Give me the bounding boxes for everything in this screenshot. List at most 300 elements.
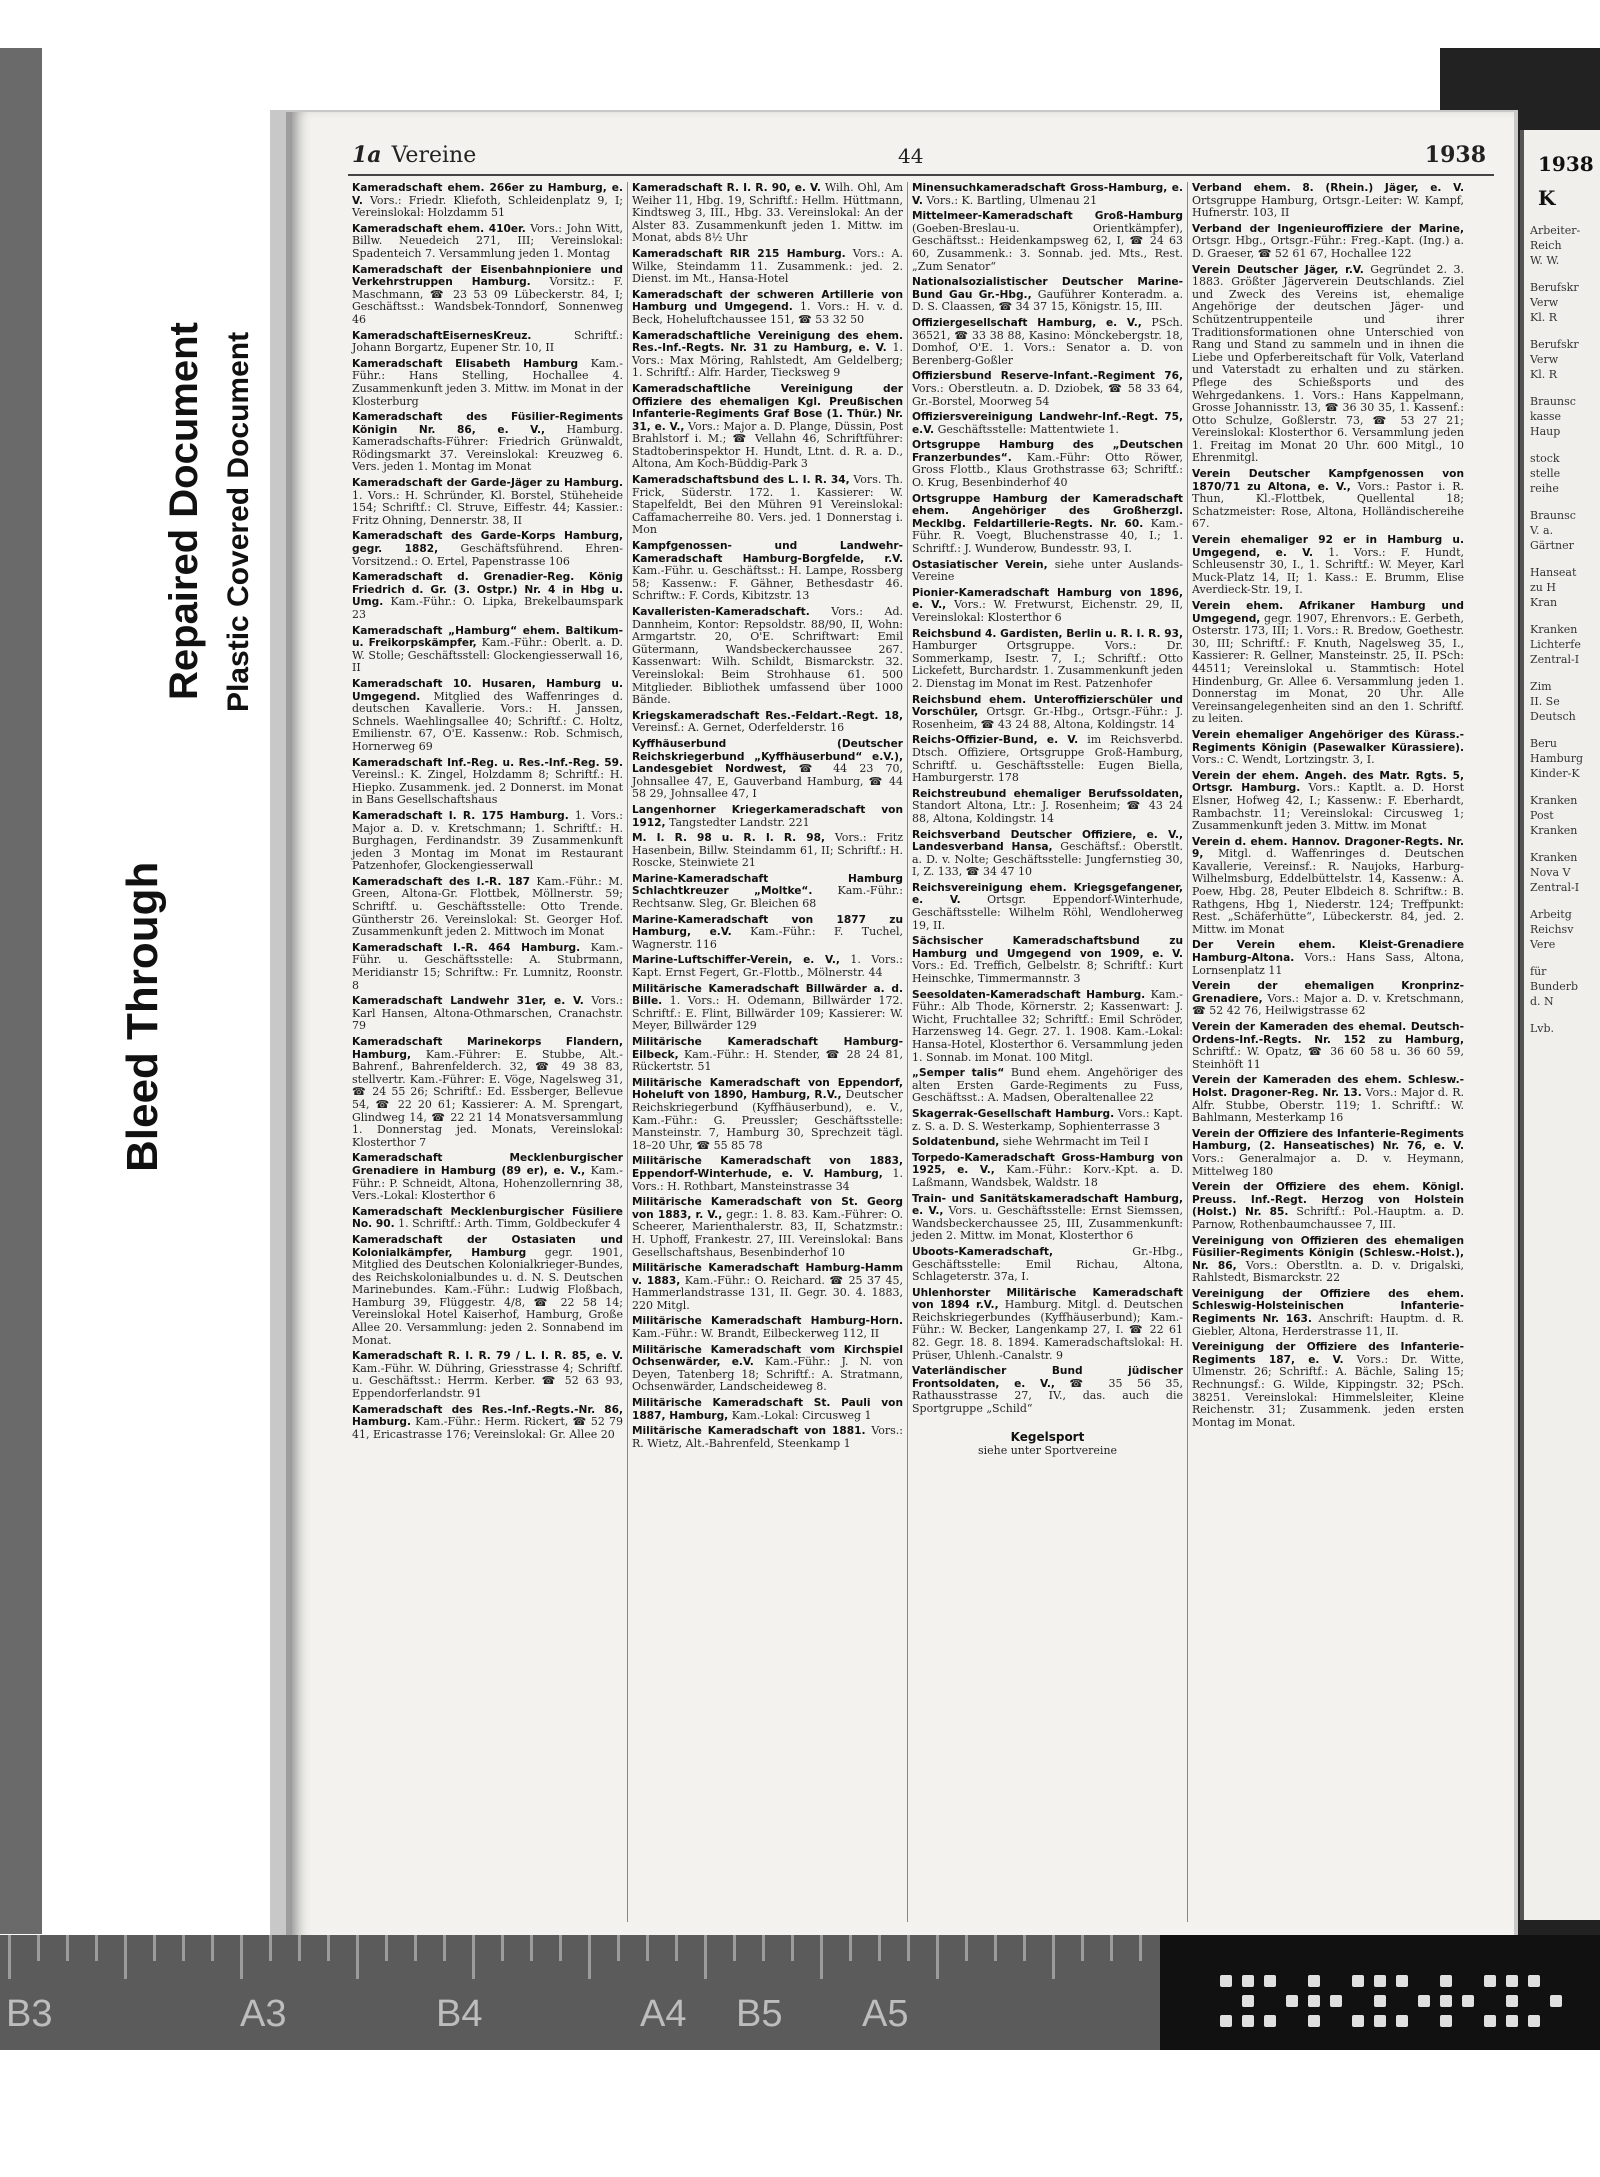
- directory-entry: [352, 678, 623, 754]
- adjacent-page: [1520, 130, 1600, 1920]
- directory-entry: [912, 734, 1183, 784]
- entry-title: Kameradschaft der Ostasiaten und Kolonialkämpfer, Hamburg: [352, 1233, 623, 1259]
- ruler-tick: [269, 1935, 272, 1961]
- directory-entry: [352, 477, 623, 527]
- entry-details: Kam.-Führ.: Hans Stelling, Hochallee 4. Zusammenkunft jeden 3. Mittw. im Monat in der Klosterburg: [352, 356, 623, 408]
- ruler-tick: [820, 1935, 823, 1979]
- entry-title: M. I. R. 98 u. R. I. R. 98,: [632, 832, 826, 845]
- directory-entry: [632, 248, 903, 286]
- ruler-tick: [849, 1935, 852, 1961]
- directory-entry: [1192, 1074, 1464, 1124]
- ruler-tick: [588, 1935, 591, 1979]
- entry-details: Schriftf.: Johann Borgartz, Eupener Str. 10, II: [352, 328, 623, 355]
- entry-details: Ortsgr. Gr.-Hbg., Ortsgr.-Führ.: J. Rosenheim, ☎ 43 24 88, Altona, Koldingstr. 14: [912, 705, 1183, 731]
- ruler-tick: [1139, 1935, 1142, 1961]
- directory-entry: [912, 493, 1183, 556]
- directory-entry: [632, 954, 903, 979]
- directory-entry: [352, 757, 623, 807]
- entry-title: Kameradschaftliche Vereinigung des ehem. Res.-Inf.-Regts. Nr. 31 zu Hamburg, e. V.: [632, 329, 903, 355]
- entry-title: Kameradschaft d. Grenadier-Reg. König Friedrich d. Gr. (3. Ostpr.) Nr. 4 in Hbg u. Umg.: [352, 571, 623, 609]
- entry-details: Gegründet 2. 3. 1883. Größter Jägerverein Deutschlands. Ziel und Zweck des Vereins ist, ehemalige Angehörige der deutschen Jäger- und Schützentruppenteile und ihrer Traditionsformationen ohne Unterschied von Rang und Stand zu sammeln und in ihnen die Liebe und Opferbereitschaft für Volk, Vaterland und Vaterstadt zu erhalten und zu stärken. Pflege des Schießsports und des Wehrgedankens. 1. Vors.: Hans Kappelmann, Grosse Johannisstr. 13, ☎ 36 30 35, 1. Kassenf.: Otto Schulze, Goßlerstr. 73, ☎ 53 27 21; Vereinslokal: Klosterthor 6. Versammlung jeden 1. Freitag im Monat 20 Uhr. 600 Mitgl., 10 Ehrenmitgl.: [1192, 262, 1464, 465]
- entry-details: Vors.: Major d. R. Alfr. Stubbe, Oberstr. 119; 1. Schriftf.: W. Bahlmann, Mesterkamp 16: [1192, 1085, 1464, 1125]
- adjacent-page-line: Lichterfe: [1530, 638, 1581, 651]
- entry-title: Ortsgruppe Hamburg des „Deutschen Franzerbundes“.: [912, 439, 1183, 464]
- entry-details: 1. Vors.: Kapt. Ernst Fegert, Gr.-Flottb., Mölnerstr. 44: [632, 953, 904, 980]
- entry-title: Kameradschaft der Eisenbahnpioniere und Verkehrstruppen Hamburg.: [352, 263, 623, 289]
- entry-details: Vors.: W. Fretwurst, Eichenstr. 29, II, Vereinslokal: Klosterthor 6: [912, 598, 1184, 624]
- target-dot: [1506, 2015, 1518, 2027]
- directory-entry: [912, 559, 1183, 584]
- entry-title: Kameradschaft Elisabeth Hamburg: [352, 357, 579, 370]
- entry-title: Verband der Ingenieuroffiziere der Marine,: [1192, 222, 1464, 235]
- directory-entry: [352, 1206, 623, 1231]
- entry-title: Kameradschaft des Garde-Korps Hamburg, gegr. 1882,: [352, 530, 623, 556]
- entry-details: Kam.-Führ.: H. Stender, ☎ 28 24 81, Rückertstr. 51: [632, 1047, 903, 1074]
- target-dot: [1528, 2015, 1540, 2027]
- entry-title: Reichs-Offizier-Bund, e. V.: [912, 734, 1079, 747]
- adjacent-page-line: für: [1530, 965, 1547, 978]
- side-label-bleed: Bleed Through: [118, 861, 167, 1172]
- entry-title: Verein ehem. Afrikaner Hamburg und Umgegend,: [1192, 600, 1464, 625]
- columns: [348, 182, 1488, 1922]
- directory-entry: [632, 1196, 903, 1259]
- entry-details: 1. Vors.: H. Schründer, Kl. Borstel, Stüheheide 154; Schriftf.: Cl. Struve, Eiffestr. 44; Kassier.: Fritz Ohning, Dennerstr. 38, II: [352, 488, 623, 527]
- directory-entry: [352, 1350, 623, 1400]
- ruler-tick: [298, 1935, 301, 1961]
- adjacent-page-line: Berufskr: [1530, 338, 1579, 351]
- entry-title: Kameradschaft Marinekorps Flandern, Hamburg,: [352, 1036, 623, 1061]
- entry-title: Kameradschaft des Res.-Inf.-Regts.-Nr. 86, Hamburg.: [352, 1403, 623, 1429]
- entry-details: Kam.-Führ.: Rechtsanw. Sleg, Gr. Bleichen 68: [632, 884, 903, 911]
- target-dot: [1440, 1995, 1452, 2007]
- directory-entry: [352, 411, 623, 474]
- entry-details: 1. Vors.: H. Odemann, Billwärder 172. Schriftf.: E. Flint, Billwärder 109; Kassierer: W. Meyer, Billwärder 129: [632, 994, 903, 1033]
- entry-title: Marine-Kameradschaft Hamburg Schlachtkreuzer „Moltke“.: [632, 872, 903, 898]
- ruler-tick: [617, 1935, 620, 1961]
- entry-details: Vors.: A. Wilke, Steindamm 11. Zusammenk.: jed. 2. Dienst. im Mt., Hansa-Hotel: [632, 246, 903, 286]
- directory-entry: [352, 182, 623, 220]
- target-dot: [1506, 1975, 1518, 1987]
- directory-entry: [632, 1344, 903, 1394]
- entry-details: Vors.: Hans Sass, Altona, Lornsenplatz 11: [1192, 951, 1464, 977]
- adjacent-page-year: 1938: [1538, 152, 1594, 176]
- entry-title: „Semper talis“: [912, 1067, 1005, 1080]
- adjacent-page-line: Zentral-I: [1530, 653, 1580, 666]
- target-dot: [1352, 2015, 1364, 2027]
- ruler-tick: [1023, 1935, 1026, 1961]
- entry-details: Kam.-Führ.: P. Schneidt, Altona, Hohenzollernring 38, Vers.-Lokal: Klosterthor 6: [352, 1163, 623, 1203]
- entry-details: Kam.-Führ.: Alb Thode, Körnerstr. 2; Kassenwart: J. Wicht, Fruchtallee 32; Schriftf.: Emil Schröder, Harzensweg 14. Gegr. 27. 1. 1908. Kam.-Lokal: Hansa-Hotel, Klosterthor 6. Versammlung jeden 1. Sonnab. im Monat. 100 Mitgl.: [912, 987, 1183, 1064]
- entry-details: Geschäftsf.: Oberstlt. a. D. v. Nolte; Geschäftsstelle: Jungfernstieg 30, I, Z. 133, ☎ 34 47 10: [912, 840, 1183, 879]
- header-rule: [348, 174, 1494, 176]
- entry-details: Vors.: R. Wietz, Alt.-Bahrenfeld, Steenkamp 1: [632, 1424, 903, 1450]
- target-dot: [1396, 1975, 1408, 1987]
- section-title: Vereine: [391, 143, 477, 168]
- adjacent-page-line: Kranken: [1530, 623, 1578, 636]
- directory-entry: [632, 1155, 903, 1193]
- entry-title: Kameradschaft I.-R. 464 Hamburg.: [352, 941, 581, 954]
- entry-details: Vors.: C. Wendt, Lortzingstr. 3, I.: [1192, 753, 1375, 767]
- entry-title: Militärische Kameradschaft von 1883, Eppendorf-Winterhude, e. V. Hamburg,: [632, 1155, 903, 1180]
- ruler-tick: [994, 1935, 997, 1961]
- entry-title: Kameradschaftliche Vereinigung der Offiziere des ehemaligen Kgl. Preußischen Infanterie-Regiments Graf Bose (1. Thür.) Nr. 31, e. V.,: [632, 382, 903, 433]
- target-dot: [1528, 1975, 1540, 1987]
- adjacent-page-line: Arbeiter-: [1530, 224, 1581, 237]
- ruler-tick: [66, 1935, 69, 1961]
- ruler-tick: [182, 1935, 185, 1961]
- ruler-tick: [240, 1935, 243, 1979]
- entry-title: Verein der ehem. Angeh. des Matr. Rgts. 5, Ortsgr. Hamburg.: [1192, 769, 1464, 795]
- entry-details: Kam.-Führ.: Herm. Rickert, ☎ 52 79 41, Ericastrasse 176; Vereinslokal: Gr. Allee 20: [352, 1415, 623, 1441]
- entry-title: Kameradschaft des Füsilier-Regiments Königin Nr. 86, e. V.,: [352, 411, 623, 436]
- ruler-label: B5: [736, 1993, 783, 2035]
- column-4: [1188, 182, 1468, 1922]
- directory-entry: [912, 628, 1183, 691]
- directory-entry: [632, 474, 903, 537]
- entry-title: Kameradschaft „Hamburg“ ehem. Baltikum- u. Freikorpskämpfer,: [352, 624, 623, 650]
- entry-details: Vors.: Kaptlt. a. D. Horst Elsner, Hofweg 42, I.; Kassenw.: F. Eberhardt, Rambachstr. 11; Vereinslokal: Circusweg 1; Zusammenkunft jeden 3. Mittw. im Monat: [1192, 781, 1464, 833]
- column-2: [628, 182, 908, 1922]
- entry-details: Geschäftsführend. Ehren-Vorsitzend.: O. Ertel, Papenstrasse 106: [352, 542, 623, 568]
- entry-details: Deutscher Reichskriegerbund (Kyffhäuserbund), e. V., Kam.-Führ.: G. Preussler; Geschäftsstelle: Mansteinstr. 7, Hamburg 30, Sprechzeit tägl. 18–20 Uhr, ☎ 55 85 78: [632, 1088, 903, 1152]
- entry-details: Ortsgruppe Hamburg, Ortsgr.-Leiter: W. Kampf, Hufnerstr. 103, II: [1192, 193, 1464, 220]
- directory-entry: [352, 330, 623, 355]
- adjacent-page-line: reihe: [1530, 482, 1559, 495]
- ruler-tick: [443, 1935, 446, 1961]
- adjacent-page-line: Kl. R: [1530, 311, 1558, 324]
- directory-entry: [1192, 600, 1464, 726]
- directory-entry: [352, 1234, 623, 1347]
- directory-entry: [912, 1365, 1183, 1415]
- directory-entry: [1192, 1235, 1464, 1285]
- target-dot: [1396, 2015, 1408, 2027]
- ruler-tick: [8, 1935, 11, 1979]
- ruler-tick: [327, 1935, 330, 1961]
- target-dot: [1462, 1995, 1474, 2007]
- ruler-tick: [95, 1935, 98, 1961]
- entry-title: Militärische Kameradschaft Hamburg-Eilbeck,: [632, 1036, 903, 1061]
- directory-entry: [1192, 468, 1464, 531]
- entry-title: Verein der Offiziere des ehem. Königl. Preuss. Inf.-Regt. Herzog von Holstein (Holst.) Nr. 85.: [1192, 1181, 1464, 1219]
- target-dot: [1374, 1975, 1386, 1987]
- target-dot: [1308, 1975, 1320, 1987]
- entry-title: Nationalsozialistischer Deutscher Marine-Bund Gau Gr.-Hbg.,: [912, 276, 1183, 301]
- entry-title: Kameradschaftsbund des L. I. R. 34,: [632, 474, 850, 487]
- adjacent-page-line: Braunsc: [1530, 509, 1576, 522]
- entry-details: Vors.: Ad. Dannheim, Kontor: Repsoldstr. 88/90, II, Wohn: Armgartstr. 20, O'E. Schriftwart: Emil Gütermann, Wandsbeckerchaussee 267. Kassenwart: Wilh. Schildt, Bismarckstr. 32. Vereinslokal: Beim Strohhause 61. 500 Mitglieder. Bibliothek umfassend über 1000 Bände.: [632, 605, 903, 707]
- entry-title: Mittelmeer-Kameradschaft Groß-Hamburg: [912, 210, 1183, 223]
- entry-title: Kameradschaft der schweren Artillerie von Hamburg und Umgegend.: [632, 288, 903, 314]
- entry-title: Verein der Kameraden des ehemal. Deutsch-Ordens-Inf.-Regts. Nr. 152 zu Hamburg,: [1192, 1021, 1464, 1046]
- entry-title: Militärische Kameradschaft vom Kirchspiel Ochsenwärder, e.V.: [632, 1343, 903, 1369]
- target-dot: [1484, 1975, 1496, 1987]
- directory-entry: [912, 1108, 1183, 1133]
- entry-details: PSch. 36521, ☎ 33 38 88, Kasino: Mönckebergstr. 18, Domhof, O'E. 1. Vors.: Senator a. D. von Berenberg-Goßler: [912, 315, 1183, 367]
- entry-details: Kam.-Führ: Otto Röwer, Gross Flottb., Klaus Grothstrasse 63; Schriftf.: O. Krug, Besenbinderhof 40: [912, 450, 1183, 490]
- entry-details: Vors.: Major a. D. Plange, Düssin, Post Brahlstorf i. M.; ☎ Vellahn 46, Schriftführer: Stadtoberinspektor H. Hundt, Ltnt. d. R. a. D., Altona, Am Koch-Büddig-Park 3: [632, 419, 903, 471]
- entry-title: Militärische Kameradschaft von 1881.: [632, 1425, 866, 1438]
- entry-title: Ortsgruppe Hamburg der Kameradschaft ehem. Angehöriger des Großherzgl. Mecklbg. Feldartillerie-Regts. Nr. 60.: [912, 492, 1183, 530]
- directory-entry: [912, 694, 1183, 732]
- directory-entry: [912, 829, 1183, 879]
- side-label-repaired: Repaired Document: [162, 322, 206, 700]
- entry-details: Kam.-Führ.: Oberlt. a. D. W. Stolle; Geschäftsstell: Glockengiesserwall 16, II: [352, 636, 623, 675]
- footer-note: siehe unter Sportvereine: [977, 1443, 1118, 1457]
- directory-entry: [352, 942, 623, 992]
- entry-details: Hamburg. Mitgl. d. Deutschen Reichskriegerbundes (Kyffhäuserbund); Kam.-Führ.: W. Becker, Langenkamp 27, I. ☎ 22 61 82. Gegr. 18. 8. 1894. Kameradschaftslokal: H. Prüser, Uhlenh.-Canalstr. 9: [912, 1298, 1183, 1362]
- directory-entry: [912, 587, 1183, 625]
- entry-details: Vors.: Oberstleutn. a. D. Dziobek, ☎ 58 33 64, Gr.-Borstel, Moorweg 54: [912, 381, 1183, 408]
- entry-title: Militärische Kameradschaft Hamburg-Horn.: [632, 1315, 903, 1328]
- ruler-tick: [356, 1935, 359, 1979]
- directory-entry: [912, 989, 1183, 1065]
- target-dot: [1330, 1995, 1342, 2007]
- directory-entry: [1192, 939, 1464, 977]
- directory-entry: [352, 571, 623, 621]
- entry-details: Vors.: Dr. Witte, Ulmenstr. 26; Schriftf.: A. Bächle, Saling 15; Rechnungsf.: G. Wilde, Kippingstr. 32; PSch. 38251. Vereinslokal: Himmelsleiter, Kleine Reichenstr. 31; Zusammenk. jeden ersten Montag im Monat.: [1192, 1352, 1464, 1429]
- entry-details: Kam.-Führ.: O. Lipka, Brekelbaumspark 23: [352, 595, 623, 621]
- ruler-tick: [124, 1935, 127, 1979]
- entry-title: Militärische Kameradschaft Hamburg-Hamm v. 1883,: [632, 1262, 903, 1287]
- directory-entry: [632, 873, 903, 911]
- directory-entry: [1192, 264, 1464, 466]
- ruler-tick: [1110, 1935, 1113, 1961]
- entry-details: Vors.: Kapt. z. S. a. D. S. Westerkamp, Sophienterrasse 3: [912, 1106, 1184, 1133]
- entry-title: Kameradschaft des I.-R. 187: [352, 875, 531, 888]
- adjacent-page-line: Reichsv: [1530, 923, 1574, 936]
- adjacent-page-line: stelle: [1530, 467, 1561, 480]
- target-dot: [1374, 2015, 1386, 2027]
- entry-details: Anschrift: Hauptm. d. R. Giebler, Altona, Herderstrasse 11, II.: [1192, 1312, 1464, 1338]
- entry-details: Kam.-Führer: E. Stubbe, Alt.-Bahrenf., Bahrenfelderch. 32, ☎ 49 38 83, stellvertr. Kam.-Führer: E. Vöge, Nagelsweg 31, ☎ 24 55 26; Schriftf.: Ed. Essberger, Bellevue 54, ☎ 22 20 61; Kassierer: A. M. Sprengart, Glindweg 14, ☎ 22 21 14 Monatsversammlung 1. Donnerstag jed. Monats, Vereinslokal: Klosterthor 7: [352, 1047, 623, 1149]
- target-dot: [1220, 2015, 1232, 2027]
- adjacent-page-line: kasse: [1530, 410, 1562, 423]
- ruler-tick: [211, 1935, 214, 1961]
- directory-entry: [912, 317, 1183, 367]
- entry-title: Soldatenbund,: [912, 1136, 1000, 1149]
- directory-entry: [1192, 729, 1464, 767]
- entry-details: Mitglied des Waffenringes d. deutschen Kavallerie. Vors.: H. Janssen, Schnels. Waehlingsallee 40; Schriftf.: C. Holtz, Emilienstr. 67, O'E. Kassenw.: Rob. Schmisch, Hornerweg 69: [352, 689, 623, 753]
- entry-title: Seesoldaten-Kameradschaft Hamburg.: [912, 988, 1146, 1001]
- entry-details: Vereinsl.: K. Zingel, Holzdamm 8; Schriftf.: H. Hiepko. Zusammenk. jed. 2 Donnerst. im Monat in Bans Gesellschaftshaus: [352, 768, 623, 807]
- entry-title: Verein der ehemaligen Kronprinz-Grenadiere,: [1192, 980, 1464, 1005]
- adjacent-page-line: Arbeitg: [1530, 908, 1572, 921]
- ruler-label: B3: [6, 1993, 53, 2035]
- entry-title: Uhlenhorster Militärische Kameradschaft von 1894 r.V.,: [912, 1286, 1183, 1312]
- entry-title: Kameradschaft 10. Husaren, Hamburg u. Umgegend.: [352, 677, 623, 703]
- entry-title: Kyffhäuserbund (Deutscher Reichskriegerbund „Kyffhäuserbund“ e.V.), Landesgebiet Nordwest,: [632, 737, 903, 776]
- adjacent-page-line: Post: [1530, 809, 1554, 822]
- entry-details: Vors.: Generalmajor a. D. v. Heymann, Mittelweg 180: [1192, 1151, 1464, 1178]
- directory-entry: [1192, 1181, 1464, 1231]
- directory-entry: [632, 289, 903, 327]
- entry-title: Kameradschaft der Garde-Jäger zu Hamburg.: [352, 477, 623, 490]
- adjacent-page-line: Beru: [1530, 737, 1557, 750]
- directory-entry: [632, 804, 903, 829]
- entry-title: Offiziersbund Reserve-Infant.-Regiment 76,: [912, 370, 1183, 383]
- column-3: [908, 182, 1188, 1922]
- target-dot: [1506, 1995, 1518, 2007]
- target-dot: [1484, 2015, 1496, 2027]
- page-header: [292, 142, 1514, 172]
- directory-entry: [912, 1287, 1183, 1363]
- entry-details: 1. Vors.: H. Rothbart, Mansteinstrasse 34: [632, 1166, 903, 1193]
- directory-entry: [632, 1036, 903, 1074]
- entry-details: 1. Vors.: Max Möring, Rahlstedt, Am Geldelberg; 1. Schriftf.: Alfr. Harder, Tiecksweg 9: [632, 341, 903, 380]
- entry-details: Ortsgr. Eppendorf-Winterhude, Geschäftsstelle: Wilhelm Röhl, Wendloherweg 19, II.: [912, 893, 1183, 932]
- adjacent-page-line: Kranken: [1530, 851, 1578, 864]
- entry-details: Kam.-Führ.: J. N. von Deyen, Tatenberg 18; Schriftf.: A. Stratmann, Ochsenwärder, Landscheideweg 8.: [632, 1355, 904, 1394]
- directory-entry: [912, 439, 1183, 489]
- section-mark: 1a: [352, 142, 382, 168]
- entry-title: Der Verein ehem. Kleist-Grenadiere Hamburg-Altona.: [1192, 939, 1464, 965]
- entry-title: Vereinigung von Offizieren des ehemaligen Füsilier-Regiments Königin (Schlesw.-Holst.), Nr. 86,: [1192, 1234, 1464, 1272]
- entry-title: Kavalleristen-Kameradschaft.: [632, 606, 810, 618]
- entry-title: Kriegskameradschaft Res.-Feldart.-Regt. 18,: [632, 709, 903, 722]
- directory-entry: [1192, 1021, 1464, 1071]
- adjacent-page-line: d. N: [1530, 995, 1554, 1008]
- entry-title: Militärische Kameradschaft von Eppendorf, Hoheluft von 1890, Hamburg, R.V.,: [632, 1076, 903, 1102]
- ruler-tick: [646, 1935, 649, 1961]
- entry-title: Minensuchkameradschaft Gross-Hamburg, e. V.: [912, 182, 1183, 207]
- ruler-tick: [414, 1935, 417, 1961]
- side-label-plastic: Plastic Covered Document: [222, 331, 255, 712]
- directory-entry: [1192, 534, 1464, 597]
- entry-title: Marine-Luftschiffer-Verein, e. V.,: [632, 954, 840, 967]
- directory-entry: [352, 876, 623, 939]
- target-dot: [1242, 1975, 1254, 1987]
- target-dot: [1308, 2015, 1320, 2027]
- adjacent-page-line: Hamburg: [1530, 752, 1584, 765]
- directory-entry: [912, 1193, 1183, 1243]
- ruler-tick: [907, 1935, 910, 1961]
- entry-details: Mitgl. d. Waffenringes d. Deutschen Kavallerie, Vereinsf.: R. Naujoks, Harburg-Wilhelmsburg, Eddelbüttelstr. 14, Kassenw.: A. Poew, Hbg. 28, Peuter Elbdeich 8. Schriftw.: B. Rathgens, Hbg 1, Niederstr. 124; Treffpunkt: Rest. „Schäferhütte“, Lübeckerstr. 84, jed. 2. Mittw. im Monat: [1192, 847, 1464, 936]
- adjacent-page-line: Zentral-I: [1530, 881, 1580, 894]
- entry-title: Verein Deutscher Kampfgenossen von 1870/71 zu Altona, e. V.,: [1192, 468, 1464, 493]
- adjacent-page-line: Vere: [1530, 938, 1556, 951]
- directory-entry: [912, 411, 1183, 436]
- adjacent-page-line: Braunsc: [1530, 395, 1576, 408]
- target-dot: [1286, 1995, 1298, 2007]
- adjacent-page-line: Kranken: [1530, 794, 1578, 807]
- ruler-tick: [472, 1935, 475, 1979]
- entry-title: Kameradschaft Inf.-Reg. u. Res.-Inf.-Reg. 59.: [352, 756, 623, 769]
- entry-details: Schriftf.: Pol.-Hauptm. a. D. Parnow, Rothenbaumchaussee 7, III.: [1192, 1205, 1464, 1231]
- entry-details: Vors.: John Witt, Billw. Neuedeich 271, III; Vereinslokal: Spadenteich 7. Versammlung jeden 1. Montag: [352, 221, 623, 260]
- directory-entry: [1192, 1128, 1464, 1178]
- directory-entry: [912, 276, 1183, 314]
- adjacent-page-line: Lvb.: [1530, 1022, 1555, 1035]
- directory-entry: [632, 1262, 903, 1312]
- entry-title: Langenhorner Kriegerkameradschaft von 1912,: [632, 803, 903, 829]
- directory-entry: [1192, 182, 1464, 220]
- entry-details: Standort Altona, Ltr.: J. Rosenheim; ☎ 43 24 88, Altona, Koldingstr. 14: [912, 799, 1183, 825]
- directory-entry: [912, 182, 1183, 207]
- adjacent-page-letter: K: [1538, 186, 1556, 210]
- directory-entry: [352, 1036, 623, 1149]
- entry-title: Militärische Kameradschaft von St. Georg von 1883, r. V.,: [632, 1196, 903, 1221]
- adjacent-page-line: Verw: [1530, 353, 1559, 366]
- directory-entry: [632, 738, 903, 801]
- entry-details: Vors.: Major a. D. v. Kretschmann, ☎ 52 42 76, Heilwigstrasse 62: [1192, 991, 1464, 1018]
- entry-title: Verein ehemaliger Angehöriger des Kürass.-Regiments Königin (Pasewalker Kürassiere).: [1192, 728, 1464, 754]
- entry-details: Vors.: K. Bartling, Ulmenau 21: [922, 193, 1098, 207]
- entry-title: Reichsbund ehem. Unteroffizierschüler und Vorschüler,: [912, 693, 1183, 719]
- entry-title: Marine-Kameradschaft von 1877 zu Hamburg, e.V.: [632, 913, 903, 939]
- directory-entry: [352, 358, 623, 408]
- entry-title: Train- und Sanitätskameradschaft Hamburg, e. V.,: [912, 1192, 1183, 1218]
- entry-details: Hamburg. Kameradschafts-Führer: Friedrich Grünwaldt, Rödingsmarkt 37. Vereinslokal: Kreuzweg 6. Vers. jeden 1. Montag im Monat: [352, 422, 623, 474]
- entry-details: ☎ 44 23 70, Johnsallee 47, E, Gauverband Hamburg, ☎ 44 58 29, Johnsallee 47, I: [632, 762, 903, 801]
- entry-title: KameradschaftEisernesKreuz.: [352, 329, 532, 342]
- ruler-tick: [878, 1935, 881, 1961]
- ruler-tick: [675, 1935, 678, 1961]
- color-target-patch: [1160, 1935, 1600, 2050]
- entry-details: Wilh. Ohl, Am Weiher 11, Hbg. 19, Schriftf.: Hellm. Hüttmann, Kindtsweg 3, III., Hbg. 33. Vereinslokal: An der Alster 83. Zusammenkunft jeden 1. Mittw. im Monat, abds 8½ Uhr: [632, 182, 904, 245]
- header-year: 1938: [1424, 142, 1486, 168]
- directory-entry: [632, 710, 903, 735]
- target-dot: [1418, 1995, 1430, 2007]
- entry-details: Vors.: Ed. Treffich, Gelbelstr. 8; Schriftf.: Kurt Heinschke, Timmermannstr. 3: [912, 959, 1183, 986]
- entry-details: Vors. u. Geschäftsstelle: Ernst Siemssen, Wandsbeckerchaussee 25, III, Zusammenkunft: jeden 2. Mittw. im Monat, Klosterthor 6: [912, 1204, 1183, 1243]
- entry-details: gegr.: 1. 8. 83. Kam.-Führer: O. Scheerer, Marienthalerstr. 83, II, Schatzmstr.: H. Uphoff, Frankestr. 27, III. Vereinslokal: Bans Gesellschaftshaus, Besenbinderhof 10: [632, 1207, 903, 1259]
- entry-title: Kameradschaft ehem. 410er.: [352, 222, 526, 235]
- entry-details: Vors.: Pastor i. R. Thun, Kl.-Flottbek, Quellental 18; Schatzmeister: Rose, Altona, Holländischereihe 67.: [1192, 479, 1464, 531]
- entry-details: gegr. 1901, Mitglied des Deutschen Kolonialkrieger-Bundes, des Reichskolonialbundes u. d. N. S. Deutschen Marinebundes. Kam.-Führ.: Ludwig Floßbach, Hamburg 39, Flüggestr. 4/8, ☎ 22 58 14; Vereinslokal Hotel Kaiserhof, Hamburg, Große Allee 20. Versammlung: jeden 2. Sonnabend im Monat.: [352, 1245, 623, 1347]
- directory-page: [286, 112, 1514, 1950]
- entry-details: gegr. 1907, Ehrenvors.: E. Gerbeth, Osterstr. 173, III; 1. Vors.: R. Bredow, Goethestr. 30, III; Schriftf.: F. Knuth, Nagelsweg 35, I., Kassierer: R. Gellner, Mansteinstr. 25, II. PSch: 44511; Vereinslokal u. Stammtisch: Hotel Hindenburg, Gr. Allee 6. Versammlung jeden 1. Donnerstag im Monat, 20 Uhr. Alle Vereinsangelegenheiten sind an den 1. Schriftf. zu leiten.: [1192, 611, 1464, 726]
- directory-entry: [912, 210, 1183, 273]
- entry-details: Bund ehem. Angehöriger des alten Ersten Garde-Regiments zu Fuss, Geschäftsst.: A. Madsen, Oberaltenallee 22: [912, 1066, 1183, 1105]
- entry-title: Reichsverband Deutscher Offiziere, e. V., Landesverband Hansa,: [912, 828, 1183, 854]
- directory-entry: [632, 1397, 903, 1422]
- ruler-tick: [501, 1935, 504, 1961]
- entry-details: Vorsitz.: F. Maschmann, ☎ 23 53 09 Lübeckerstr. 84, I; Geschäftsst.: Wandsbek-Tonndorf, Sonnenweg 46: [352, 275, 624, 326]
- ruler-tick: [965, 1935, 968, 1961]
- page-number: 44: [898, 144, 924, 168]
- adjacent-page-line: Bunderb: [1530, 980, 1579, 993]
- entry-details: Kam.-Führ. R. Voegt, Bluchenstrasse 40, I.; 1. Schriftf.: J. Wunderow, Bundesstr. 93, I.: [912, 516, 1183, 556]
- adjacent-page-line: Deutsch: [1530, 710, 1576, 723]
- entry-details: Kam.-Führ.: O. Reichard. ☎ 25 37 45, Hammerlandstrasse 131, II. Gegr. 30. 4. 1883, 220 Mitgl.: [632, 1273, 904, 1312]
- adjacent-page-line: Reich: [1530, 239, 1562, 252]
- directory-entry: [632, 1425, 903, 1450]
- entry-title: Kameradschaft ehem. 266er zu Hamburg, e. V.: [352, 182, 623, 207]
- ruler-tick: [1052, 1935, 1055, 1979]
- entry-details: Kam.-Führ. u. Geschäftsstelle: A. Stubrmann, Meridianstr 15; Schriftw.: Fr. Lumnitz, Roonstr. 8: [352, 940, 624, 992]
- entry-details: (Goeben-Breslau-u. Orientkämpfer), Geschäftsst.: Heidenkampsweg 62, I, ☎ 24 63 60, Zusammenk.: 3. Sonnab. jed. Mts., Rest. „Zum Senator“: [912, 221, 1183, 273]
- entry-title: Vereinigung der Offiziere des ehem. Schleswig-Holsteinischen Infanterie-Regiments Nr. 163.: [1192, 1287, 1464, 1326]
- ruler-tick: [791, 1935, 794, 1961]
- directory-entry: [912, 370, 1183, 408]
- entry-title: Militärische Kameradschaft Billwärder a. d. Bille.: [632, 982, 903, 1008]
- scanner-bed-left: [0, 48, 42, 1934]
- entry-details: Geschäftsstelle: Mattentwiete 1.: [934, 422, 1119, 436]
- entry-details: Kam.-Führ.: M. Green, Altona-Gr. Flottbek, Möllnerstr. 59; Schriftf. u. Geschäftsstelle: Otto Trende. Güntherstr 26. Vereinslokal: St. Georger Hof. Zusammenkunft jeden 2. Mittwoch im Monat: [352, 874, 624, 939]
- directory-entry: [352, 264, 623, 327]
- directory-entry: [352, 1152, 623, 1202]
- entry-details: siehe Wehrmacht im Teil I: [999, 1135, 1149, 1149]
- adjacent-page-line: Kinder-K: [1530, 767, 1580, 780]
- directory-entry: [912, 882, 1183, 932]
- entry-details: ☎ 35 56 35, Rathausstrasse 27, IV., das. auch die Sportgruppe „Schild“: [912, 1376, 1183, 1416]
- entry-title: Sächsischer Kameradschaftsbund zu Hamburg und Umgegend von 1909, e. V.: [912, 935, 1183, 960]
- target-dot: [1550, 1995, 1562, 2007]
- target-dot: [1264, 2015, 1276, 2027]
- entry-details: Vors. Th. Frick, Süderstr. 172. 1. Kassierer: W. Stapelfeldt, Bei den Mühren 91 Vereinslokal: Caffamacherreihe 80. Vers. jed. 1 Donnerstag i. Mon: [632, 473, 903, 537]
- directory-entry: [632, 383, 903, 471]
- entry-title: Kameradschaft R. I. R. 79 / L. I. R. 85, e. V.: [352, 1350, 623, 1363]
